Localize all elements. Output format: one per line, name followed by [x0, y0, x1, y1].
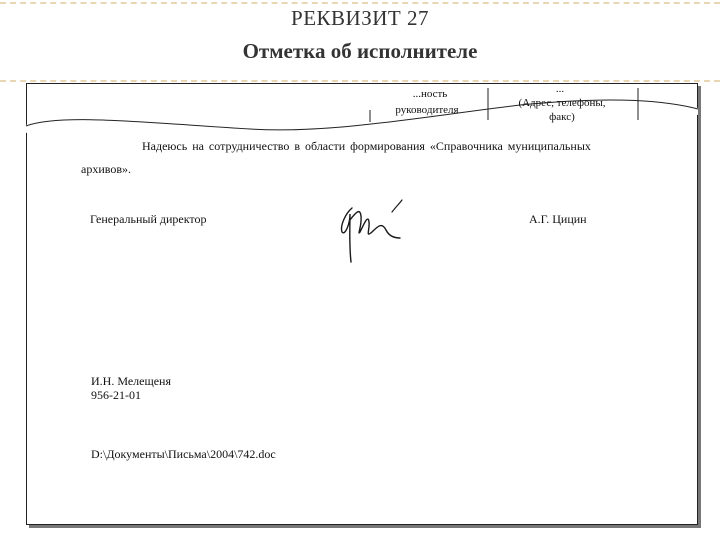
slide-subtitle: Отметка об исполнителе: [242, 39, 478, 63]
header-box-address: (Адрес, телефоны,: [518, 97, 606, 109]
executor-phone: 956-21-01: [91, 388, 141, 402]
signer-position: Генеральный директор: [90, 212, 207, 226]
header-box-fax: факс): [549, 111, 575, 123]
letter-body-line: Надеюсь на сотрудничество в области формирования «Справочника муниципальных: [142, 139, 591, 153]
file-path: D:\Документы\Письма\2004\742.doc: [91, 447, 276, 461]
signature-stroke: [342, 208, 400, 262]
header-box-top-partial: ...: [555, 83, 565, 95]
signature-stroke: [392, 200, 402, 212]
signer-name: А.Г. Цицин: [529, 212, 587, 226]
header-box-label: руководителя: [395, 104, 459, 116]
slide-title: РЕКВИЗИТ 27: [291, 6, 429, 30]
executor-name: И.Н. Мелещеня: [91, 374, 171, 388]
letter-body-line: архивов».: [81, 162, 131, 176]
header-box-top-partial: ...ность: [412, 88, 448, 100]
